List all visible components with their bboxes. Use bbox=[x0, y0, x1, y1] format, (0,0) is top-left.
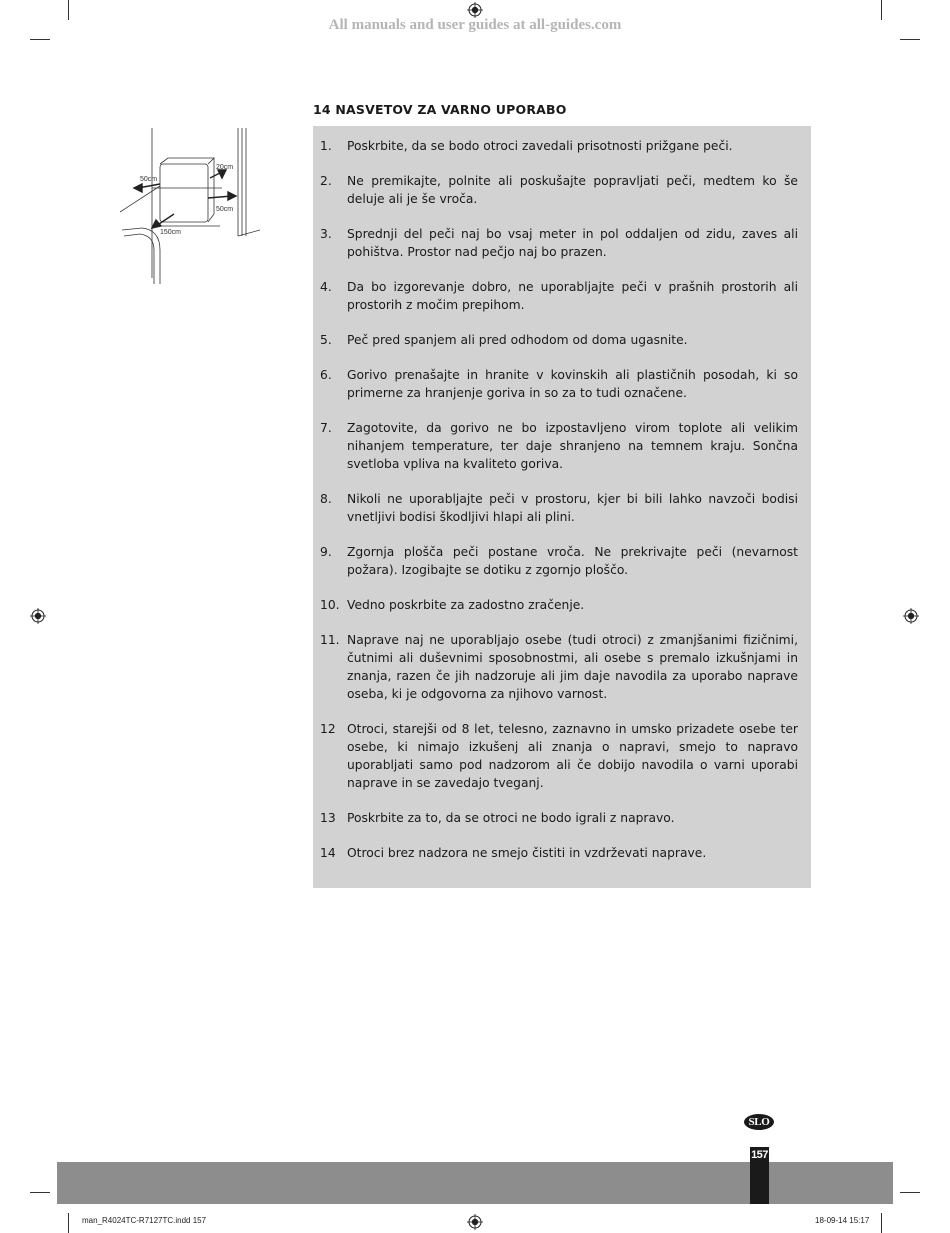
crop-mark bbox=[68, 1213, 69, 1233]
item-number: 6. bbox=[320, 368, 332, 382]
item-number: 1. bbox=[320, 139, 332, 153]
item-number: 10. bbox=[320, 598, 340, 612]
item-number: 14 bbox=[320, 846, 336, 860]
item-number: 7. bbox=[320, 421, 332, 435]
item-number: 9. bbox=[320, 545, 332, 559]
item-text: Naprave naj ne uporabljajo osebe (tudi otroci) z zmanjšanimi fizičnimi, čutnimi ali duševnimi sposobnostmi, ali osebe s premalo izkušnjami in znanja, razen če jih nadzoruje ali jim daje navodila za uporabo naprave oseba, ki je odgovorna za njihovo varnost. bbox=[347, 633, 798, 701]
item-text: Zgornja plošča peči postane vroča. Ne prekrivajte peči (nevarnost požara). Izogibajte se dotiku z zgornjo ploščo. bbox=[347, 545, 798, 577]
list-item bbox=[320, 596, 798, 614]
safety-tips-list bbox=[320, 137, 798, 879]
list-item bbox=[320, 137, 798, 155]
item-number: 3. bbox=[320, 227, 332, 241]
list-item bbox=[320, 720, 798, 792]
item-text: Poskrbite za to, da se otroci ne bodo igrali z napravo. bbox=[347, 811, 675, 825]
item-number: 12 bbox=[320, 722, 336, 736]
crop-mark bbox=[30, 39, 50, 40]
list-item bbox=[320, 225, 798, 261]
registration-mark-icon bbox=[903, 608, 919, 624]
list-item bbox=[320, 490, 798, 526]
clearance-label-front: 150cm bbox=[160, 229, 182, 236]
list-item bbox=[320, 331, 798, 349]
item-text: Otroci brez nadzora ne smejo čistiti in vzdrževati naprave. bbox=[347, 846, 707, 860]
item-text: Gorivo prenašajte in hranite v kovinskih ali plastičnih posodah, ki so primerne za hranjenje goriva in so za to tudi označene. bbox=[347, 368, 798, 400]
item-text: Ne premikajte, polnite ali poskušajte popravljati peči, medtem ko še deluje ali je še vroča. bbox=[347, 174, 798, 206]
item-number: 11. bbox=[320, 633, 340, 647]
safety-tips-panel bbox=[313, 126, 811, 888]
item-text: Otroci, starejši od 8 let, telesno, zaznavno in umsko prizadete osebe ter osebe, ki nimajo izkušenj ali znanja o napravi, smejo to napravo uporabljati samo pod nadzorom ali če dobijo navodila o varni uporabi naprave in se zavedajo tveganj. bbox=[347, 722, 798, 790]
list-item bbox=[320, 278, 798, 314]
list-item bbox=[320, 809, 798, 827]
date-slug: 18-09-14 15:17 bbox=[815, 1216, 870, 1225]
item-text: Sprednji del peči naj bo vsaj meter in pol oddaljen od zidu, zaves ali pohištva. Prostor nad pečjo naj bo prazen. bbox=[347, 227, 798, 259]
registration-mark-icon bbox=[467, 1214, 483, 1230]
item-number: 2. bbox=[320, 174, 332, 188]
crop-mark bbox=[30, 1192, 50, 1193]
clearance-label-right: 50cm bbox=[216, 206, 234, 213]
language-badge: SLO bbox=[744, 1114, 774, 1130]
list-item bbox=[320, 366, 798, 402]
page-number: 157 bbox=[751, 1149, 768, 1161]
watermark: All manuals and user guides at all-guides.com bbox=[328, 17, 622, 33]
crop-mark bbox=[900, 39, 920, 40]
item-text: Nikoli ne uporabljajte peči v prostoru, kjer bi bili lahko navzoči bodisi vnetljivi bodisi škodljivi hlapi ali plini. bbox=[347, 492, 798, 524]
list-item bbox=[320, 419, 798, 473]
heater-clearance-figure bbox=[120, 126, 260, 286]
list-item bbox=[320, 543, 798, 579]
item-text: Zagotovite, da gorivo ne bo izpostavljeno virom toplote ali velikim nihanjem temperature, ter daje shranjeno na temnem kraju. Sončna svetloba vpliva na kvaliteto goriva. bbox=[347, 421, 798, 471]
list-item bbox=[320, 631, 798, 703]
item-text: Poskrbite, da se bodo otroci zavedali prisotnosti prižgane peči. bbox=[347, 139, 733, 153]
item-number: 5. bbox=[320, 333, 332, 347]
item-number: 8. bbox=[320, 492, 332, 506]
list-item bbox=[320, 844, 798, 862]
clearance-label-left: 50cm bbox=[140, 176, 158, 183]
item-text: Da bo izgorevanje dobro, ne uporabljajte peči v prašnih prostorih ali prostorih z močim prepihom. bbox=[347, 280, 798, 312]
registration-mark-icon bbox=[30, 608, 46, 624]
registration-mark-icon bbox=[467, 2, 483, 18]
item-number: 13 bbox=[320, 811, 336, 825]
crop-mark bbox=[900, 1192, 920, 1193]
item-text: Peč pred spanjem ali pred odhodom od doma ugasnite. bbox=[347, 333, 688, 347]
crop-mark bbox=[881, 1213, 882, 1233]
clearance-label-top-right: 20cm bbox=[216, 164, 234, 171]
list-item bbox=[320, 172, 798, 208]
file-slug: man_R4024TC-R7127TC.indd 157 bbox=[82, 1216, 207, 1225]
item-number: 4. bbox=[320, 280, 332, 294]
item-text: Vedno poskrbite za zadostno zračenje. bbox=[347, 598, 585, 612]
section-title: 14 NASVETOV ZA VARNO UPORABO bbox=[313, 102, 567, 117]
